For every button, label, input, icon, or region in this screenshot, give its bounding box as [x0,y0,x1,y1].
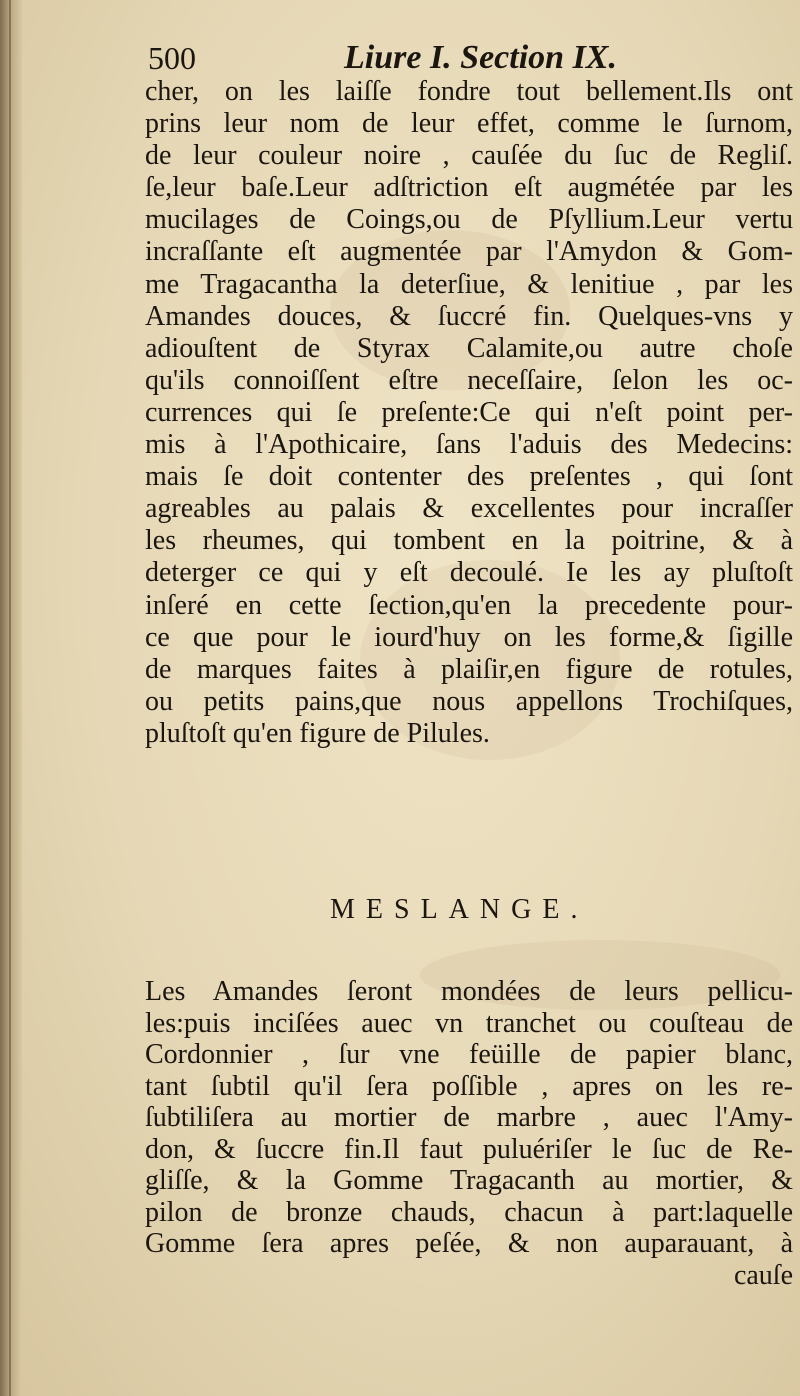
text-line: inſeré en cette ſection,qu'en la precedente pour- [145,589,793,621]
text-line: pilon de bronze chauds, chacun à part:laquelle [145,1196,793,1228]
text-line: agreables au palais & excellentes pour incraſſer [145,493,793,525]
text-line: cher, on les laiſſe fondre tout bellement.Ils ont [145,76,793,107]
text-line: mucilages de Coings,ou de Pſyllium.Leur vertu [145,204,793,236]
text-line: les:puis inciſées auec vn tranchet ou couſteau de [145,1007,793,1039]
text-line: mis à l'Apothicaire, ſans l'aduis des Medecins: [145,429,793,461]
text-line: qu'ils connoiſſent eſtre neceſſaire, ſelon les oc- [145,364,793,396]
text-line: prins leur nom de leur effet, comme le ſurnom, [145,108,793,140]
gutter-crease [9,0,11,1396]
page-number: 500 [148,40,196,76]
text-line: deterger ce qui y eſt decoulé. Ie les ay pluſtoſt [145,557,793,589]
text-line: pluſtoſt qu'en figure de Pilules. [145,717,490,749]
text-line: incraſſante eſt augmentée par l'Amydon & Gom- [145,236,793,268]
text-line: les rheumes, qui tombent en la poitrine, & à [145,525,793,557]
text-line: de leur couleur noire , cauſée du ſuc de Regliſ. [145,140,793,172]
text-line: gliſſe, & la Gomme Tragacanth au mortier, & [145,1165,793,1196]
body-text-2 [145,976,793,1291]
running-title: Liure I. Section IX. [344,39,617,76]
text-line: ſubtiliſera au mortier de marbre , auec l'Amy- [145,1102,793,1133]
text-line: Amandes douces, & ſuccré fin. Quelques-vns y [145,300,793,332]
text-line: me Tragacantha la deterſiue, & lenitiue , par les [145,268,793,300]
text-line: adiouſtent de Styrax Calamite,ou autre choſe [145,332,793,364]
text-line: de marques faites à plaiſir,en figure de rotules, [145,653,793,685]
section-heading: MESLANGE. [330,894,589,925]
page-gutter [0,0,22,1396]
text-line: don, & ſuccre fin.Il faut puluériſer le ſuc de Re- [145,1133,793,1165]
text-line: ou petits pains,que nous appellons Trochiſques, [145,685,793,717]
text-line: Gomme ſera apres peſée, & non auparauant, à [145,1228,793,1259]
text-line: currences qui ſe preſente:Ce qui n'eſt point per- [145,396,793,428]
text-line: ſe,leur baſe.Leur adſtriction eſt augmétée par les [145,172,793,204]
body-text [145,76,793,750]
catchword: cauſe [733,1259,793,1291]
text-line: Cordonnier , ſur vne feüille de papier blanc, [145,1039,793,1070]
text-line: Les Amandes ſeront mondées de leurs pellicu- [145,976,793,1007]
text-line: tant ſubtil qu'il ſera poſſible , apres on les re- [145,1070,793,1102]
text-line: ce que pour le iourd'huy on les forme,& ſigille [145,621,793,653]
text-line: mais ſe doit contenter des preſentes , qui ſont [145,461,793,493]
